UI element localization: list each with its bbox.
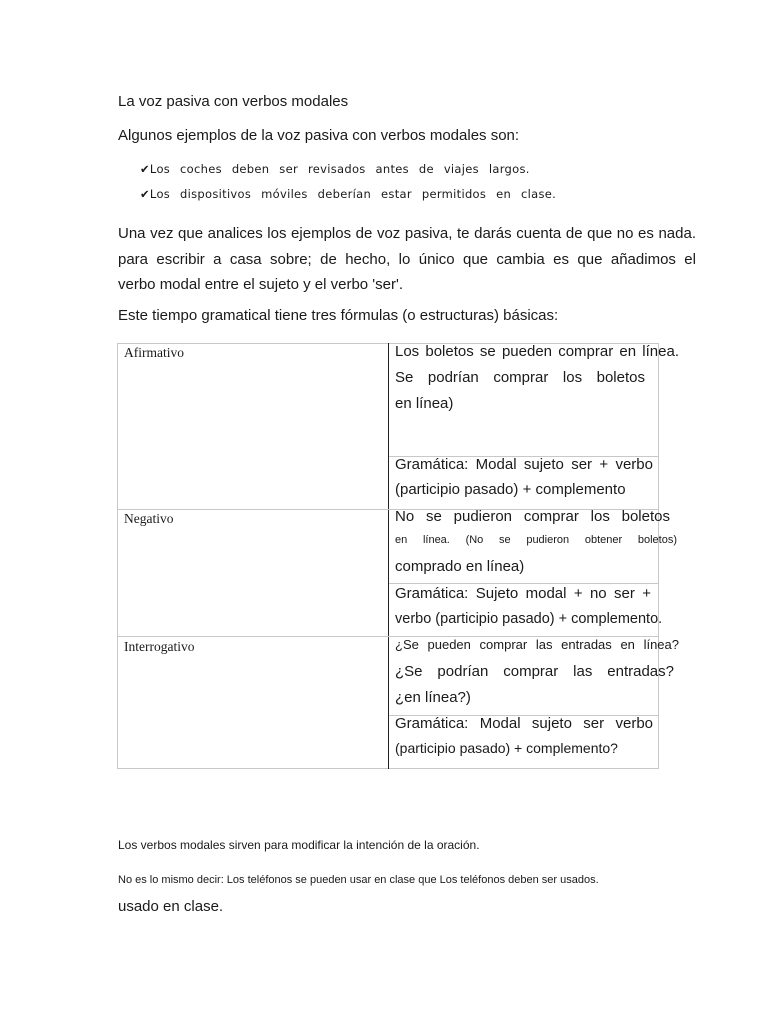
row-label-interrogativo: Interrogativo [124,639,195,654]
example-item: ✔Los coches deben ser revisados antes de viajes largos. [140,162,530,176]
page-title: La voz pasiva con verbos modales [118,93,349,110]
grammar-line: Gramática: Sujeto modal + no ser + [395,585,651,602]
example-line: ¿Se pueden comprar las entradas en línea? [395,637,679,652]
example-line: en línea) [395,395,454,412]
table-border-left [117,343,118,769]
comparison-text: No es lo mismo decir: Los teléfonos se pueden usar en clase que Los teléfonos deben ser usados. [118,874,599,886]
table-column-divider [388,343,389,769]
grammar-line: (participio pasado) + complemento [395,481,626,498]
example-line: Los boletos se pueden comprar en línea. [395,343,679,360]
paragraph-line: Una vez que analices los ejemplos de voz pasiva, te darás cuenta de que no es nada. [118,225,696,242]
example-line: en línea. (No se pudieron obtener boletos) [395,534,677,546]
example-line: No se pudieron comprar los boletos [395,508,670,525]
cell-divider [389,583,659,584]
modal-purpose-text: Los verbos modales sirven para modificar la intención de la oración. [118,838,480,852]
row-label-negativo: Negativo [124,511,174,526]
paragraph-line: verbo modal entre el sujeto y el verbo 'ser'. [118,276,404,293]
example-line: Se podrían comprar los boletos [395,369,645,386]
example-line: ¿en línea?) [395,689,471,706]
example-item: ✔Los dispositivos móviles deberían estar permitidos en clase. [140,187,557,201]
formulas-intro: Este tiempo gramatical tiene tres fórmulas (o estructuras) básicas: [118,307,559,324]
example-line: comprado en línea) [395,558,525,575]
row-label-afirmativo: Afirmativo [124,345,184,360]
paragraph-line: para escribir a casa sobre; de hecho, lo único que cambia es que añadimos el [118,250,696,268]
comparison-continuation: usado en clase. [118,898,224,915]
grammar-line: Gramática: Modal sujeto ser verbo [395,715,653,732]
example-line: ¿Se podrían comprar las entradas? [395,663,674,680]
intro-text: Algunos ejemplos de la voz pasiva con verbos modales son: [118,127,520,144]
grammar-line: verbo (participio pasado) + complemento. [395,611,663,627]
grammar-line: (participio pasado) + complemento? [395,740,618,756]
table-border-right [658,343,659,769]
grammar-line: Gramática: Modal sujeto ser + verbo [395,456,653,473]
explanation-paragraph [118,221,696,298]
